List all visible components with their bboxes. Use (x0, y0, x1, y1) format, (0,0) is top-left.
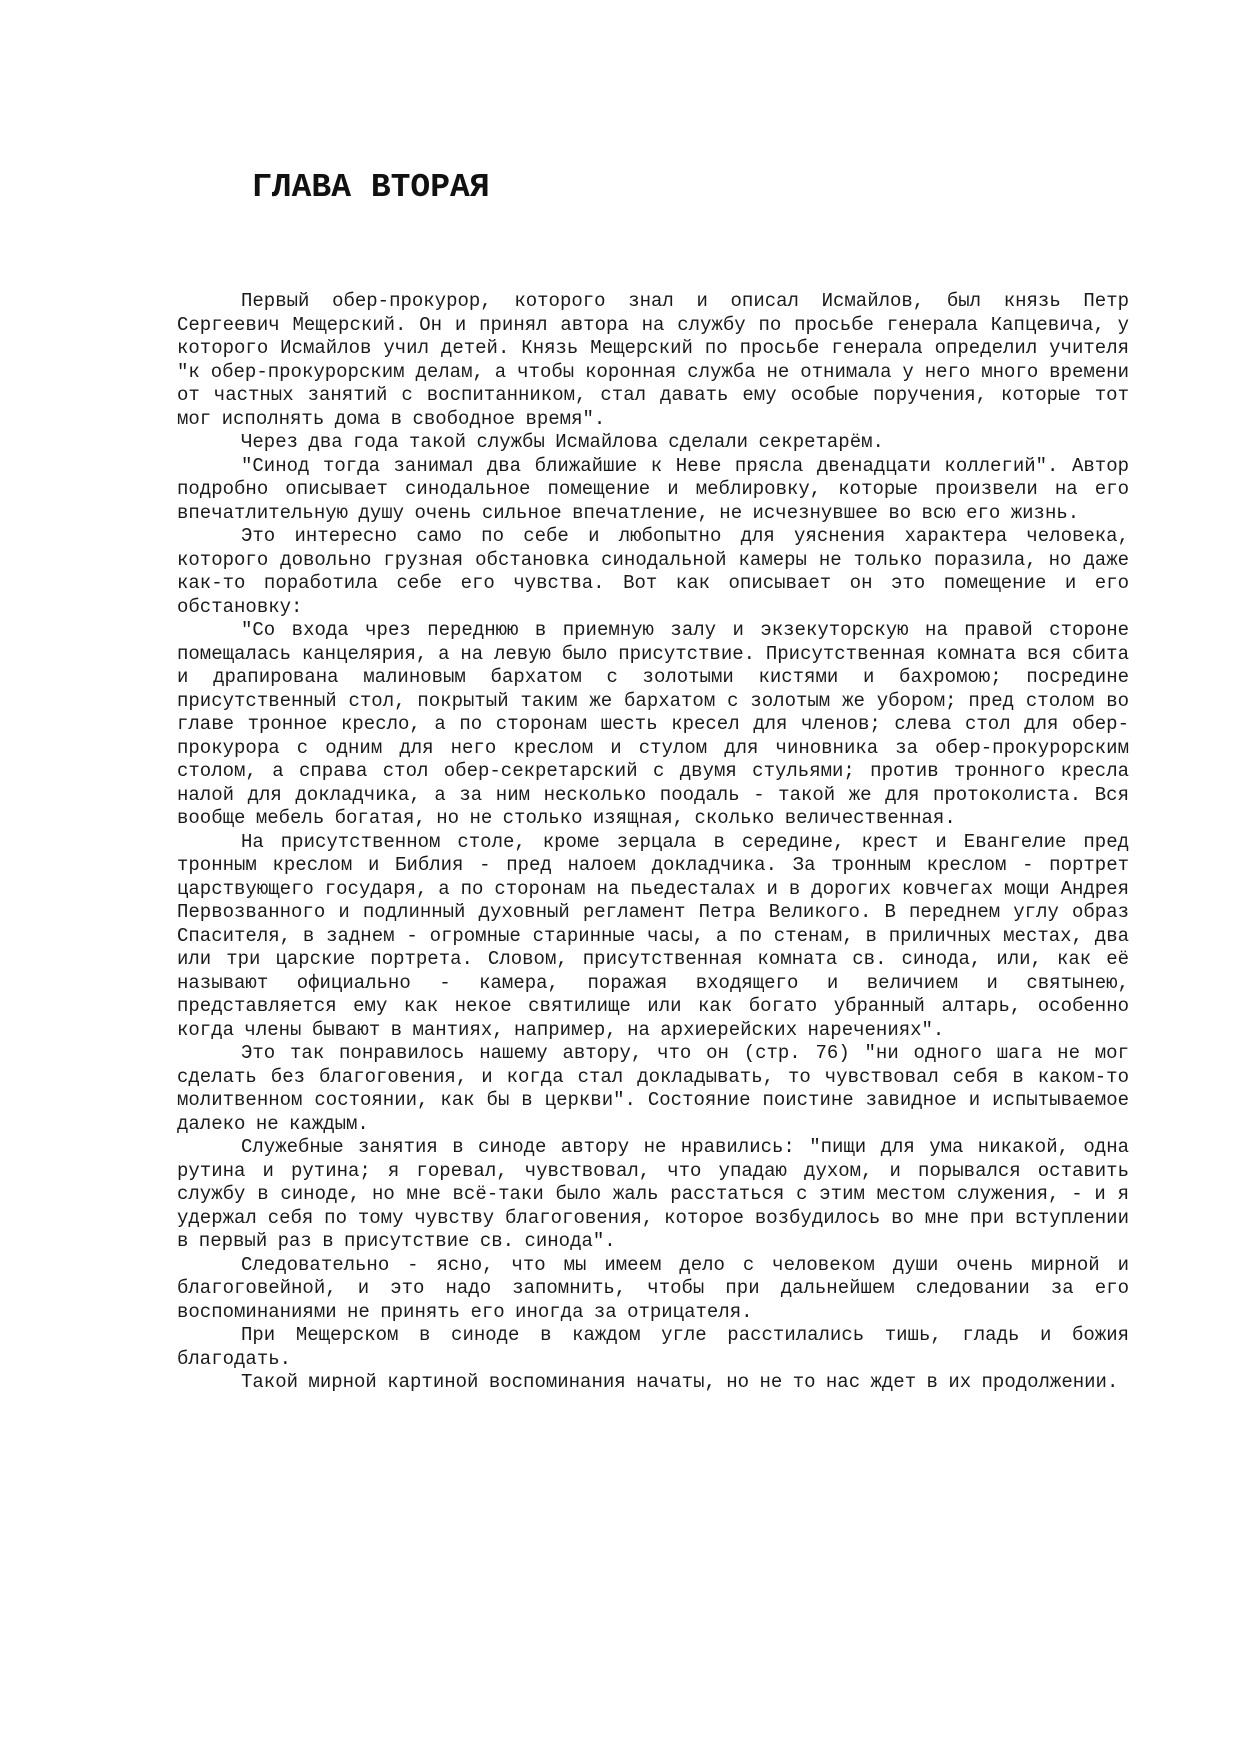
paragraph-8: Служебные занятия в синоде автору не нравились: "пищи для ума никакой, одна рутина и рутина; я горевал, чувствовал, что упадаю духом, и порывался оставить службу в синоде, но мне всё-таки было жаль расстаться с этим местом служения, - и я удержал себя по тому чувству благоговения, которое возбудилось во мне при вступлении в первый раз в присутствие св. синода". (177, 1136, 1129, 1252)
paragraph-9: Следовательно - ясно, что мы имеем дело с человеком души очень мирной и благоговейной, и это надо запомнить, чтобы при дальнейшем следовании за его воспоминаниями не принять его иногда за отрицателя. (177, 1253, 1129, 1323)
paragraph-11: Такой мирной картиной воспоминания начаты, но не то нас ждет в их продолжении. (241, 1371, 1119, 1393)
paragraph-1: Первый обер-прокурор, которого знал и описал Исмайлов, был князь Петр Сергеевич Мещерский. Он и принял автора на службу по просьбе генерала Капцевича, у которого Исмайлов учил детей. Князь Мещерский по просьбе генерала определил учителя "к обер-прокурорским делам, а чтобы коронная служба не отнимала у него много времени от частных занятий с воспитанником, стал давать ему особые поручения, которые тот мог исполнять дома в свободное время". (177, 290, 1129, 430)
paragraph-5: "Со входа чрез переднюю в приемную залу и экзекуторскую на правой стороне помещалась канцелярия, а на левую было присутствие. Присутственная комната вся сбита и драпирована малиновым бархатом с золотыми кистями и бахромою; посредине присутственный стол, покрытый таким же бархатом с золотым же убором; пред столом во главе тронное кресло, а по сторонам шесть кресел для членов; слева стол для обер-прокурора с одним для него креслом и стулом для чиновника за обер-прокурорским столом, а справа стол обер-секретарский с двумя стульями; против тронного кресла налой для докладчика, а за ним несколько поодаль - такой же для протоколиста. Вся вообще мебель богатая, но не столько изящная, сколько величественная. (177, 619, 1129, 829)
paragraph-3: "Синод тогда занимал два ближайшие к Неве прясла двенадцати коллегий". Автор подробно описывает синодальное помещение и меблировку, которые произвели на его впечатлительную душу очень сильное впечатление, не исчезнувшее во всю его жизнь. (177, 454, 1129, 524)
paragraph-4: Это интересно само по себе и любопытно для уяснения характера человека, которого довольно грузная обстановка синодальной камеры не только поразила, но даже как-то поработила себе его чувства. Вот как описывает он это помещение и его обстановку: (177, 525, 1129, 618)
chapter-body (177, 290, 1129, 1395)
paragraph-6: На присутственном столе, кроме зерцала в середине, крест и Евангелие пред тронным креслом и Библия - пред налоем докладчика. За тронным креслом - портрет царствующего государя, а по сторонам на пьедесталах и в дорогих ковчегах мощи Андрея Первозванного и подлинный духовный регламент Петра Великого. В переднем углу образ Спасителя, в заднем - огромные старинные часы, а по стенам, в приличных местах, два или три царские портрета. Словом, присутственная комната св. синода, или, как её называют официально - камера, поражая входящего и величием и святынею, представляется ему как некое святилище или как богато убранный алтарь, особенно когда члены бывают в мантиях, например, на архиерейских наречениях". (177, 830, 1129, 1041)
paragraph-2: Через два года такой службы Исмайлова сделали секретарём. (241, 431, 884, 453)
paragraph-10: При Мещерском в синоде в каждом угле расстилались тишь, гладь и божия благодать. (177, 1324, 1129, 1370)
paragraph-7: Это так понравилось нашему автору, что он (стр. 76) "ни одного шага не мог сделать без благоговения, и когда стал докладывать, то чувствовал себя в каком-то молитвенном состоянии, как бы в церкви". Состояние поистине завидное и испытываемое далеко не каждым. (177, 1042, 1129, 1135)
chapter-title: ГЛАВА ВТОРАЯ (252, 169, 490, 206)
